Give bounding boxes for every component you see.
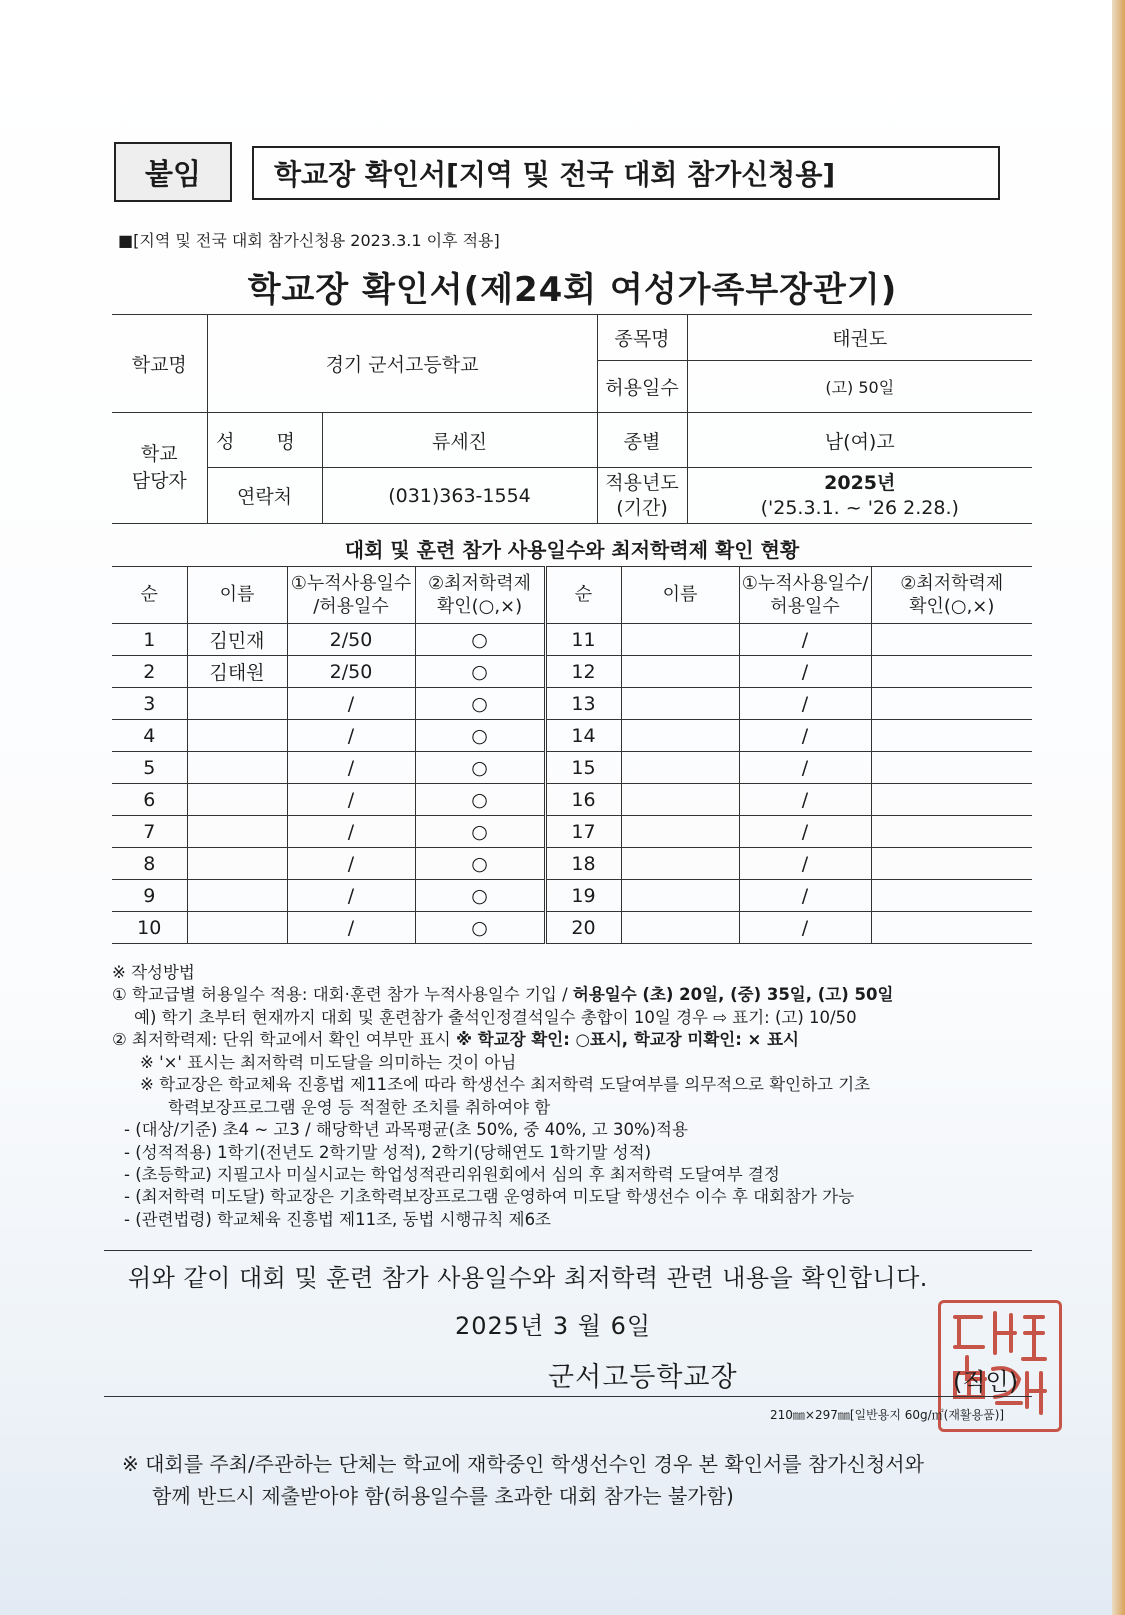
row-days-2: / (739, 880, 871, 912)
row-days-2: / (739, 752, 871, 784)
row-check: ○ (415, 720, 545, 752)
notes-line-10: - (최저학력 미도달) 학교장은 기초학력보장프로그램 운영하여 미도달 학생선수 이수 후 대회참가 가능 (124, 1187, 855, 1207)
row-check: ○ (415, 656, 545, 688)
header-days-2: ①누적사용일수/ 허용일수 (739, 567, 871, 624)
roster-table (112, 566, 1032, 944)
notes-line-1a: ① 학교급별 허용일수 적용: 대회·훈련 참가 누적사용일수 기입 / (112, 985, 573, 1005)
row-days: 2/50 (287, 656, 415, 688)
event-value: 태권도 (687, 315, 1032, 361)
row-days-2: / (739, 848, 871, 880)
name-label: 성 명 (207, 413, 322, 468)
row-days: / (287, 848, 415, 880)
row-check: ○ (415, 752, 545, 784)
row-check-2 (871, 816, 1032, 848)
allowed-label: 허용일수 (597, 361, 687, 413)
row-name (187, 720, 287, 752)
row-num-2: 15 (545, 752, 621, 784)
attachment-tag-text: 붙임 (144, 156, 202, 191)
row-days-2: / (739, 912, 871, 944)
issue-date: 2025년 3 월 6일 (455, 1312, 652, 1340)
row-num-2: 17 (545, 816, 621, 848)
row-check: ○ (415, 816, 545, 848)
row-days: / (287, 784, 415, 816)
row-name-2 (621, 880, 739, 912)
type-label: 종별 (597, 413, 687, 468)
notes-line-2: 예) 학기 초부터 현재까지 대회 및 훈련참가 출석인정결석일수 총합이 10일 경우 ⇨ 표기: (고) 10/50 (134, 1007, 857, 1027)
school-value: 경기 군서고등학교 (207, 315, 597, 413)
year-label: 적용년도 (기간) (597, 468, 687, 524)
header-num-2: 순 (545, 567, 621, 624)
row-num-2: 18 (545, 848, 621, 880)
row-name-2 (621, 848, 739, 880)
header-num: 순 (112, 567, 187, 624)
table-row (112, 720, 1032, 752)
footer-line-2: 함께 반드시 제출받아야 함(허용일수를 초과한 대회 참가는 불가함) (152, 1484, 734, 1508)
header-title-box (252, 146, 1000, 200)
confirm-statement: 위와 같이 대회 및 훈련 참가 사용일수와 최저학력 관련 내용을 확인합니다. (128, 1264, 928, 1292)
row-num-2: 11 (545, 624, 621, 656)
row-check-2 (871, 880, 1032, 912)
contact-value: (031)363-1554 (322, 468, 597, 524)
row-num: 2 (112, 656, 187, 688)
manager-label: 학교 담당자 (112, 413, 207, 524)
school-label: 학교명 (112, 315, 207, 413)
row-name-2 (621, 720, 739, 752)
table-row (112, 624, 1032, 656)
writing-instructions (112, 962, 1042, 1231)
year-cell (687, 468, 1032, 524)
row-check: ○ (415, 880, 545, 912)
notes-divider (104, 1250, 1032, 1251)
row-check: ○ (415, 848, 545, 880)
table-row (112, 656, 1032, 688)
notes-line-3b: ※ 학교장 확인: ○표시, 학교장 미확인: × 표시 (455, 1030, 799, 1050)
row-days-2: / (739, 816, 871, 848)
name-value: 류세진 (322, 413, 597, 468)
row-name: 김태원 (187, 656, 287, 688)
notes-line-7: - (대상/기준) 초4 ~ 고3 / 해당학년 과목평균(초 50%, 중 40%, 고 30%)적용 (124, 1120, 688, 1140)
row-check-2 (871, 912, 1032, 944)
row-num: 9 (112, 880, 187, 912)
header-name: 이름 (187, 567, 287, 624)
attachment-tag (114, 142, 232, 202)
row-name-2 (621, 784, 739, 816)
row-name (187, 912, 287, 944)
row-num: 4 (112, 720, 187, 752)
row-num: 8 (112, 848, 187, 880)
row-num: 7 (112, 816, 187, 848)
notes-line-1b: 허용일수 (초) 20일, (중) 35일, (고) 50일 (572, 985, 894, 1005)
row-num-2: 13 (545, 688, 621, 720)
row-name-2 (621, 656, 739, 688)
row-days-2: / (739, 784, 871, 816)
seal-note: (직인) (953, 1368, 1019, 1396)
row-name (187, 848, 287, 880)
row-name-2 (621, 752, 739, 784)
row-days-2: / (739, 720, 871, 752)
info-table (112, 314, 1032, 524)
row-days: / (287, 912, 415, 944)
type-value: 남(여)고 (687, 413, 1032, 468)
row-num-2: 16 (545, 784, 621, 816)
row-num: 3 (112, 688, 187, 720)
notes-line-5: ※ 학교장은 학교체육 진흥법 제11조에 따라 학생선수 최저학력 도달여부를 의무적으로 확인하고 기초 (140, 1075, 871, 1095)
table-row (112, 784, 1032, 816)
bottom-rule (104, 1396, 1032, 1397)
table-row (112, 848, 1032, 880)
row-check-2 (871, 784, 1032, 816)
notes-line-6: 학력보장프로그램 운영 등 적절한 조치를 취하여야 함 (168, 1097, 551, 1117)
row-name-2 (621, 912, 739, 944)
row-days: / (287, 688, 415, 720)
footer-line-1: ※ 대회를 주최/주관하는 단체는 학교에 재학중인 학생선수인 경우 본 확인서를 참가신청서와 (122, 1452, 924, 1476)
row-num: 10 (112, 912, 187, 944)
row-num-2: 12 (545, 656, 621, 688)
notes-line-1 (112, 984, 1042, 1006)
row-name: 김민재 (187, 624, 287, 656)
row-check-2 (871, 752, 1032, 784)
allowed-value: (고) 50일 (687, 361, 1032, 413)
row-num-2: 19 (545, 880, 621, 912)
row-days-2: / (739, 688, 871, 720)
contact-label: 연락처 (207, 468, 322, 524)
notes-line-3a: ② 최저학력제: 단위 학교에서 확인 여부만 표시 (112, 1030, 456, 1050)
row-num: 1 (112, 624, 187, 656)
row-num: 5 (112, 752, 187, 784)
header-title: 학교장 확인서[지역 및 전국 대회 참가신청용] (274, 158, 836, 191)
row-name-2 (621, 624, 739, 656)
row-name (187, 816, 287, 848)
main-title: 학교장 확인서(제24회 여성가족부장관기) (247, 270, 898, 310)
row-check-2 (871, 848, 1032, 880)
notes-line-4: ※ '×' 표시는 최저학력 미도달을 의미하는 것이 아님 (140, 1052, 517, 1072)
row-days: / (287, 880, 415, 912)
table-row (112, 752, 1032, 784)
row-name (187, 752, 287, 784)
row-days: 2/50 (287, 624, 415, 656)
row-name (187, 880, 287, 912)
header-days: ①누적사용일수 /허용일수 (287, 567, 415, 624)
table-row (112, 816, 1032, 848)
row-days: / (287, 752, 415, 784)
year-value: 2025년 (824, 471, 896, 494)
notes-line-8: - (성적적용) 1학기(전년도 2학기말 성적), 2학기(당해연도 1학기말 성적) (124, 1142, 652, 1162)
row-num-2: 20 (545, 912, 621, 944)
notes-line-3 (112, 1029, 1042, 1051)
year-period: ('25.3.1. ~ '26 2.28.) (760, 496, 959, 519)
row-check-2 (871, 720, 1032, 752)
row-days: / (287, 720, 415, 752)
notes-line-11: - (관련법령) 학교체육 진흥법 제11조, 동법 시행규칙 제6조 (124, 1209, 551, 1229)
row-check: ○ (415, 688, 545, 720)
row-days-2: / (739, 656, 871, 688)
table-row (112, 688, 1032, 720)
row-num: 6 (112, 784, 187, 816)
row-check-2 (871, 624, 1032, 656)
row-check-2 (871, 688, 1032, 720)
row-days: / (287, 816, 415, 848)
notes-title: ※ 작성방법 (112, 963, 195, 982)
header-check: ②최저학력제 확인(○,×) (415, 567, 545, 624)
notes-line-9: - (초등학교) 지필고사 미실시교는 학업성적관리위원회에서 심의 후 최저학력 도달여부 결정 (124, 1164, 780, 1184)
row-check: ○ (415, 912, 545, 944)
row-check: ○ (415, 624, 545, 656)
table-row (112, 880, 1032, 912)
row-name (187, 688, 287, 720)
footer-note (122, 1448, 1022, 1512)
principal-title: 군서고등학교장 (548, 1362, 738, 1393)
row-name-2 (621, 688, 739, 720)
row-check-2 (871, 656, 1032, 688)
row-days-2: / (739, 624, 871, 656)
paper-spec: 210㎜×297㎜[일반용지 60g/㎡(재활용품)] (770, 1408, 1005, 1422)
row-num-2: 14 (545, 720, 621, 752)
row-name (187, 784, 287, 816)
sub-note: ■[지역 및 전국 대회 참가신청용 2023.3.1 이후 적용] (118, 231, 500, 250)
event-label: 종목명 (597, 315, 687, 361)
header-check-2: ②최저학력제 확인(○,×) (871, 567, 1032, 624)
row-check: ○ (415, 784, 545, 816)
header-name-2: 이름 (621, 567, 739, 624)
section-title: 대회 및 훈련 참가 사용일수와 최저학력제 확인 현황 (344, 538, 800, 562)
row-name-2 (621, 816, 739, 848)
table-row (112, 912, 1032, 944)
